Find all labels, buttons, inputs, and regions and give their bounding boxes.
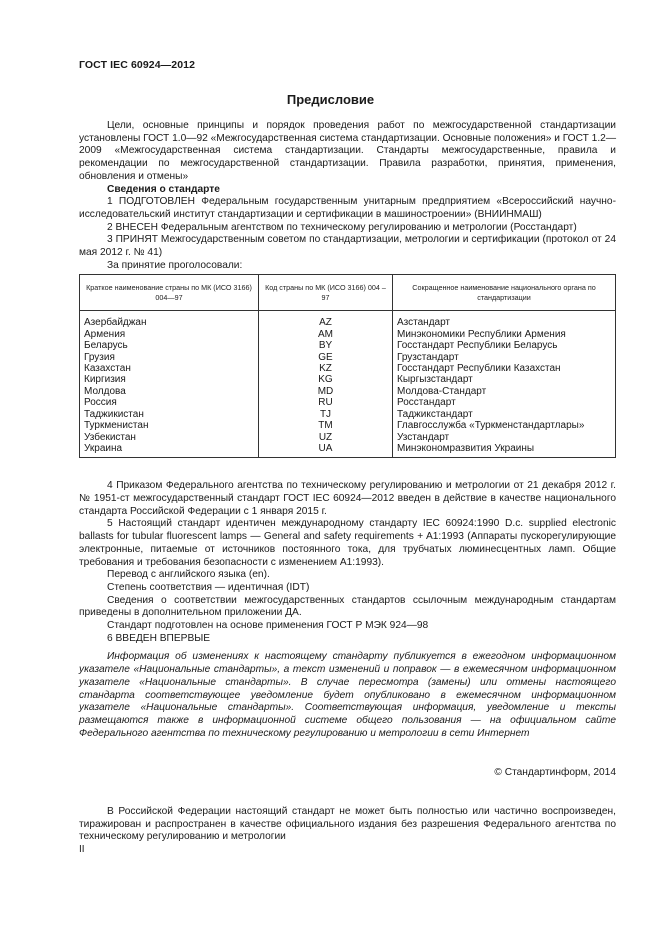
table-row [80, 311, 616, 329]
table-row [80, 420, 616, 431]
item-2: 2 ВНЕСЕН Федеральным агентством по техническому регулированию и метрологии (Росстандарт) [107, 221, 577, 233]
cell-country: Казахстан [80, 363, 259, 374]
table-row [80, 386, 616, 397]
cell-country: Киргизия [80, 374, 259, 385]
cell-country: Узбекистан [80, 432, 259, 443]
item-1: 1 ПОДГОТОВЛЕН Федеральным государственным унитарным предприятием «Всероссийский научно-исследовательский институт стандартизации и сертификации в машиностроении» (ВНИИНМАШ) [79, 196, 616, 220]
table-row [80, 329, 616, 340]
cell-country: Таджикистан [80, 409, 259, 420]
conformity-note: Степень соответствия — идентичная (IDT) [107, 581, 310, 593]
cell-body: Главгосслужба «Туркменстандартлары» [393, 420, 616, 431]
cell-country: Азербайджан [80, 311, 259, 329]
cell-code: AM [259, 329, 393, 340]
cell-body: Минэкономики Республики Армения [393, 329, 616, 340]
cell-code: RU [259, 397, 393, 408]
cell-country: Грузия [80, 352, 259, 363]
cell-code: GE [259, 352, 393, 363]
table-row [80, 443, 616, 458]
cell-body: Таджикстандарт [393, 409, 616, 420]
vote-label: За принятие проголосовали: [107, 259, 243, 271]
table-row [80, 340, 616, 351]
column-header-body: Сокращенное наименование национального органа по стандартизации [393, 275, 616, 311]
reproduction-note: В Российской Федерации настоящий стандарт не может быть полностью или частично воспроизведен, тиражирован и распространен в качестве официального издания без разрешения Федерального агентства по техническому регулированию и метрологии [79, 806, 616, 843]
cell-code: KG [259, 374, 393, 385]
table-row [80, 409, 616, 420]
table-row [80, 374, 616, 385]
copyright-line: © Стандартинформ, 2014 [494, 767, 616, 779]
cell-code: UA [259, 443, 393, 458]
cell-code: AZ [259, 311, 393, 329]
cell-code: TM [259, 420, 393, 431]
translation-note: Перевод с английского языка (en). [107, 569, 270, 581]
cell-body: Госстандарт Республики Казахстан [393, 363, 616, 374]
cell-body: Госстандарт Республики Беларусь [393, 340, 616, 351]
cell-code: TJ [259, 409, 393, 420]
cell-country: Беларусь [80, 340, 259, 351]
voting-states-table [79, 274, 616, 458]
table-row [80, 432, 616, 443]
cell-body: Молдова-Стандарт [393, 386, 616, 397]
table-row [80, 352, 616, 363]
document-header: ГОСТ IEC 60924—2012 [79, 59, 196, 71]
cell-country: Россия [80, 397, 259, 408]
cell-code: MD [259, 386, 393, 397]
table-row [80, 397, 616, 408]
cell-body: Росстандарт [393, 397, 616, 408]
basis-note: Стандарт подготовлен на основе применения ГОСТ Р МЭК 924—98 [107, 620, 429, 632]
cell-body: Кыргызстандарт [393, 374, 616, 385]
page-number: II [79, 844, 85, 855]
cell-country: Туркменистан [80, 420, 259, 431]
cell-code: UZ [259, 432, 393, 443]
info-notice: Информация об изменениях к настоящему стандарту публикуется в ежегодном информационном указателе «Национальные стандарты», а текст изменений и поправок — в ежемесячном информационном указателе «Национальные стандарты». В случае пересмотра (замены) или отмены настоящего стандарта соответствующее уведомление будет опубликовано в ежемесячном информационном указателе «Национальные стандарты». Соответствующая информация, уведомление и тексты размещаются также в информационной системе общего пользования — на официальном сайте Федерального агентства по техническому регулированию и метрологии в сети Интернет [79, 651, 616, 739]
page-title: Предисловие [286, 92, 375, 107]
item-5: 5 Настоящий стандарт идентичен международному стандарту IEC 60924:1990 D.c. supplied electronic ballasts for tubular fluorescent lamps — General and safety requirements + A1:1993 (Аппараты пускорегулирующие электронные, питаемые от источников постоянного тока, для трубчатых люминесцентных ламп. Общие требования и требования безопасности с изменением A1:1993). [79, 518, 616, 568]
cell-body: Азстандарт [393, 311, 616, 329]
table-header-row [80, 275, 616, 311]
item-4: 4 Приказом Федерального агентства по техническому регулированию и метрологии от 21 декабря 2012 г. № 1951-ст межгосударственный стандарт ГОСТ IEC 60924—2012 введен в действие в качестве национального стандарта Российской Федерации с 1 января 2015 г. [79, 480, 616, 517]
item-6: 6 ВВЕДЕН ВПЕРВЫЕ [107, 632, 211, 644]
item-3: 3 ПРИНЯТ Межгосударственным советом по стандартизации, метрологии и сертификации (протокол от 24 мая 2012 г. № 41) [79, 234, 616, 259]
document-body [79, 120, 616, 844]
table-row [80, 363, 616, 374]
cell-body: Грузстандарт [393, 352, 616, 363]
info-heading: Сведения о стандарте [107, 183, 220, 195]
column-header-country: Краткое наименование страны по МК (ИСО 3166) 004—97 [80, 275, 259, 311]
table-body [80, 311, 616, 458]
cell-code: KZ [259, 363, 393, 374]
intro-paragraph: Цели, основные принципы и порядок проведения работ по межгосударственной стандартизации установлены ГОСТ 1.0—92 «Межгосударственная система стандартизации. Основные положения» и ГОСТ 1.2—2009 «Межгосударственная система стандартизации. Стандарты межгосударственные, правила и рекомендации по межгосударственной стандартизации. Правила разработки, принятия, применения, обновления и отмены» [79, 120, 617, 182]
references-note: Сведения о соответствии межгосударственных стандартов ссылочным международным стандартам приведены в дополнительном приложении ДА. [79, 594, 616, 619]
cell-body: Минэкономразвития Украины [393, 443, 616, 458]
cell-code: BY [259, 340, 393, 351]
cell-country: Украина [80, 443, 259, 458]
cell-body: Узстандарт [393, 432, 616, 443]
cell-country: Молдова [80, 386, 259, 397]
column-header-code: Код страны по МК (ИСО 3166) 004 – 97 [259, 275, 393, 311]
cell-country: Армения [80, 329, 259, 340]
